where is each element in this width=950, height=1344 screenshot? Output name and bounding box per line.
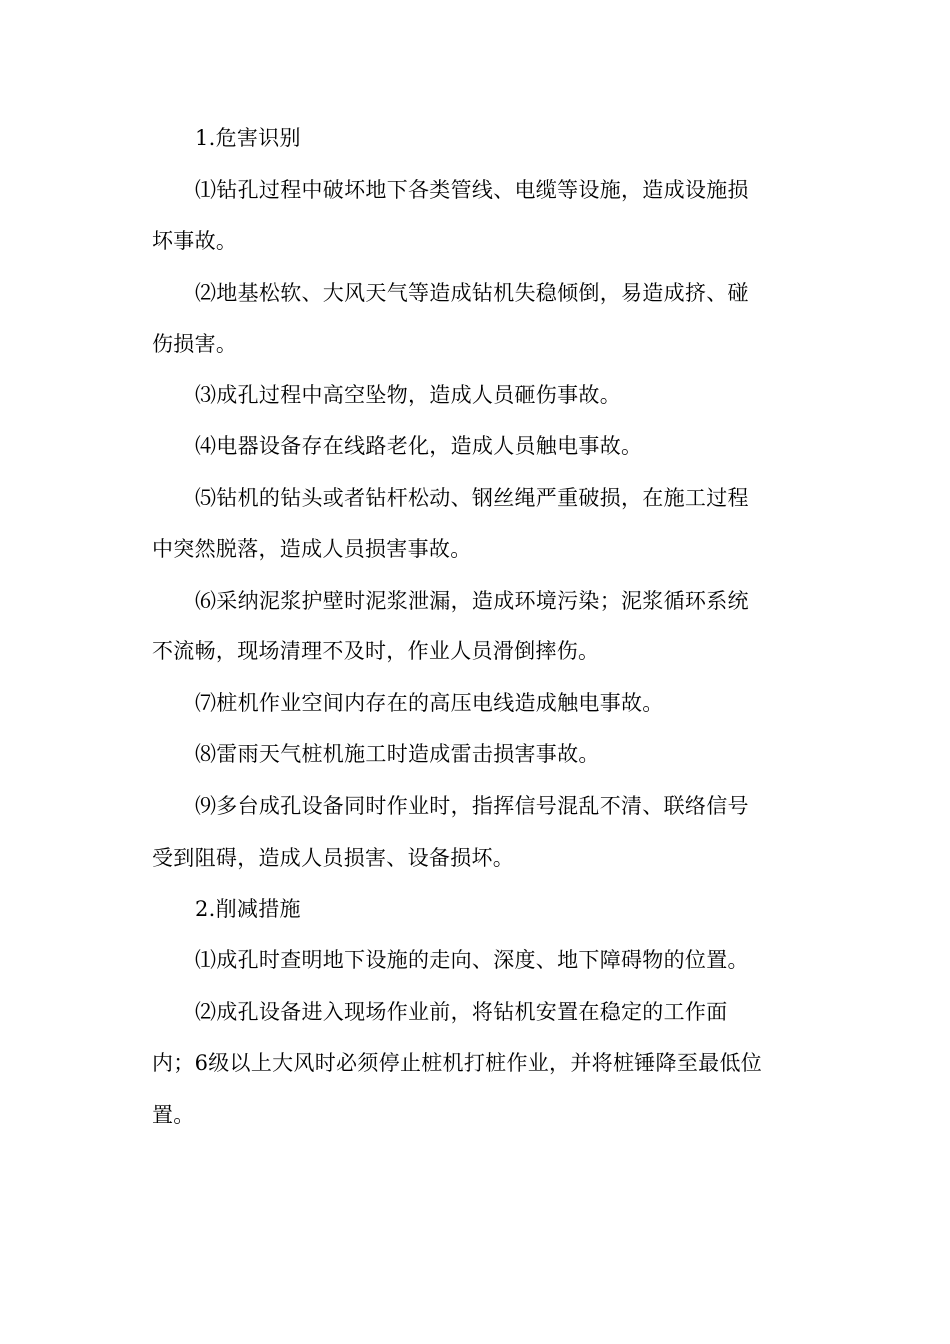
hazard-item-1-line-1: ⑴钻孔过程中破坏地下各类管线、电缆等设施，造成设施损 [195,178,749,202]
section-heading-hazard-identification: 1.危害识别 [195,126,301,150]
hazard-item-5-line-1: ⑸钻机的钻头或者钻杆松动、钢丝绳严重破损，在施工过程 [195,486,749,510]
hazard-item-4-line-1: ⑷电器设备存在线路老化，造成人员触电事故。 [195,434,643,458]
hazard-item-2-line-1: ⑵地基松软、大风天气等造成钻机失稳倾倒，易造成挤、碰 [195,281,749,305]
hazard-item-6-line-1: ⑹采纳泥浆护壁时泥浆泄漏，造成环境污染；泥浆循环系统 [195,589,749,613]
measure-item-2-line-3: 置。 [152,1103,195,1127]
hazard-item-9-line-2: 受到阻碍，造成人员损害、设备损坏。 [152,846,515,870]
section-heading-reduction-measures: 2.削减措施 [195,897,301,921]
hazard-item-5-line-2: 中突然脱落，造成人员损害事故。 [152,537,472,561]
measure-item-2-line-1: ⑵成孔设备进入现场作业前，将钻机安置在稳定的工作面 [195,1000,728,1024]
measure-item-2-line-2: 内；6级以上大风时必须停止桩机打桩作业，并将桩锤降至最低位 [152,1051,763,1075]
hazard-item-3-line-1: ⑶成孔过程中高空坠物，造成人员砸伤事故。 [195,383,621,407]
hazard-item-9-line-1: ⑼多台成孔设备同时作业时，指挥信号混乱不清、联络信号 [195,794,749,818]
hazard-item-7-line-1: ⑺桩机作业空间内存在的高压电线造成触电事故。 [195,691,664,715]
hazard-item-1-line-2: 坏事故。 [152,229,238,253]
hazard-item-6-line-2: 不流畅，现场清理不及时，作业人员滑倒摔伤。 [152,639,600,663]
measure-item-1-line-1: ⑴成孔时查明地下设施的走向、深度、地下障碍物的位置。 [195,948,749,972]
hazard-item-8-line-1: ⑻雷雨天气桩机施工时造成雷击损害事故。 [195,742,600,766]
hazard-item-2-line-2: 伤损害。 [152,332,238,356]
